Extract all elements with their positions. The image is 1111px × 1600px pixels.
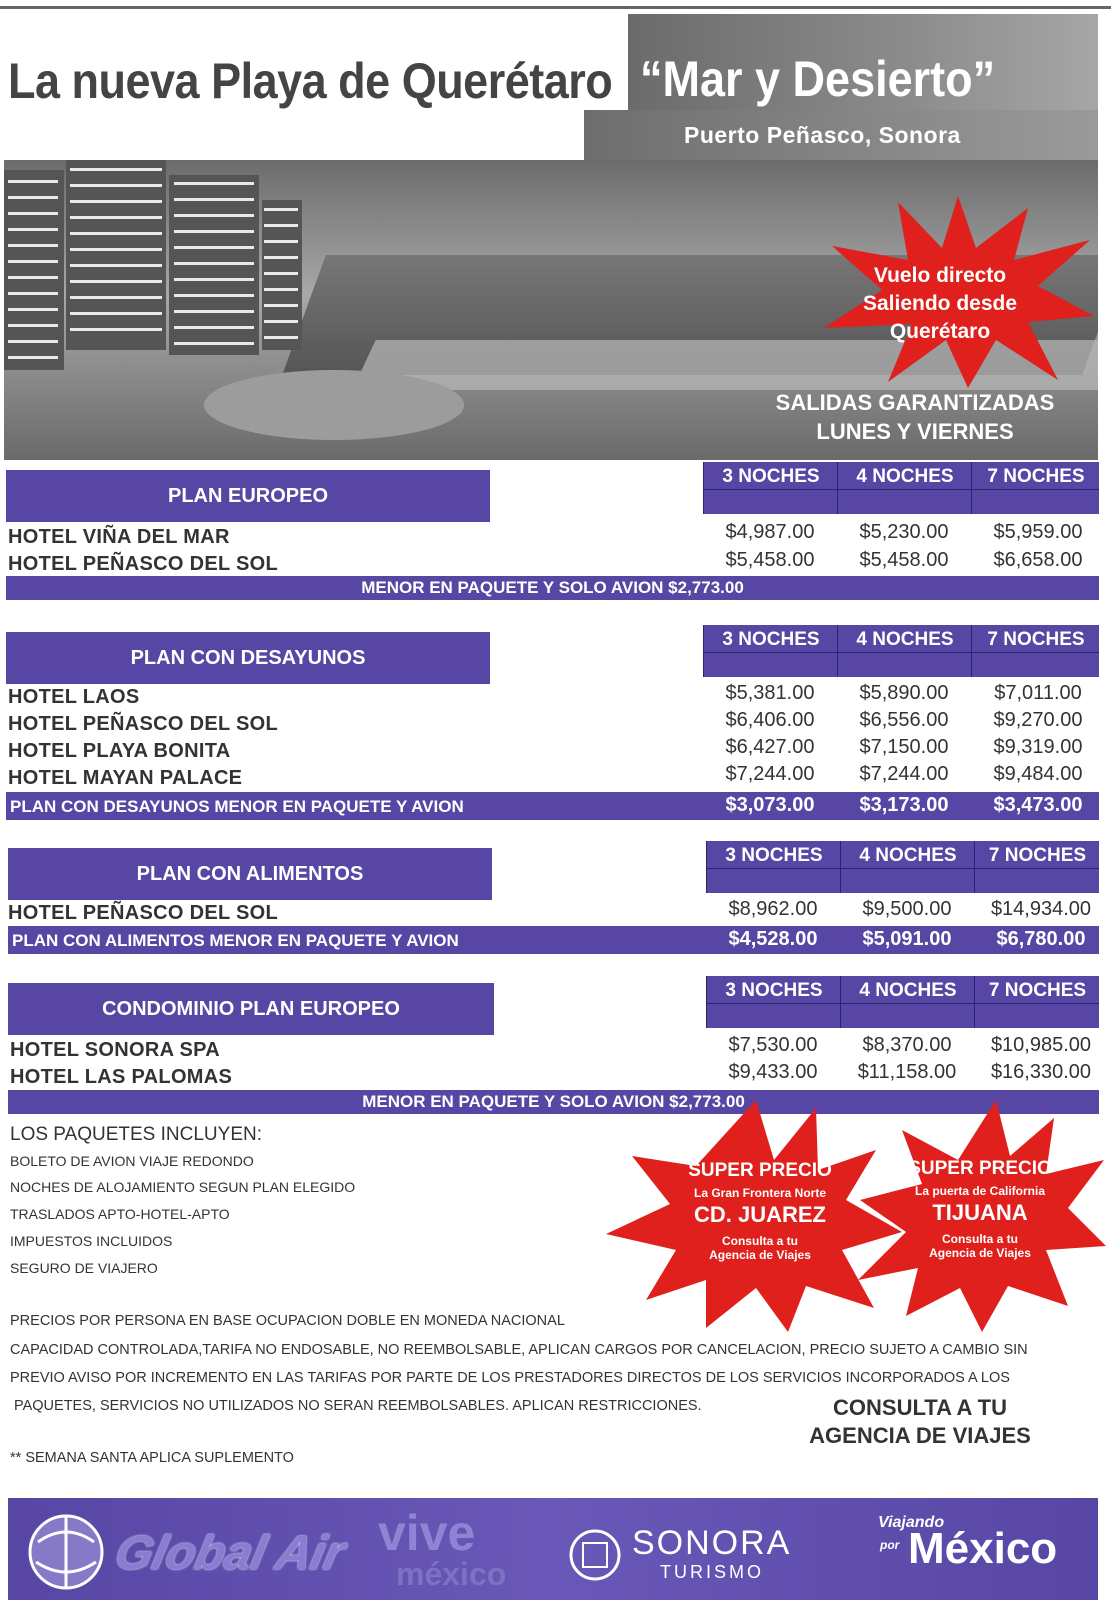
hotel-name: HOTEL VIÑA DEL MAR (8, 526, 230, 548)
col-7-nights: 7 NOCHES (971, 462, 1100, 514)
include-item: NOCHES DE ALOJAMIENTO SEGUN PLAN ELEGIDO (10, 1179, 356, 1195)
price: $9,484.00 (993, 763, 1083, 785)
promo-label: SUPER PRECIO (908, 1158, 1052, 1179)
salidas-line: SALIDAS GARANTIZADAS (775, 390, 1055, 415)
promo-tagline: La puerta de California (914, 1184, 1046, 1198)
price: $6,556.00 (859, 709, 949, 731)
promo-city: CD. JUAREZ (693, 1202, 826, 1227)
viajando-mexico-logo: México (908, 1524, 1058, 1573)
col-3-nights: 3 NOCHES (703, 462, 838, 514)
include-item: SEGURO DE VIAJERO (10, 1260, 158, 1276)
price: $5,381.00 (725, 682, 815, 704)
plan-header: PLAN CON DESAYUNOS (6, 632, 490, 684)
hotel-name: HOTEL LAOS (8, 686, 140, 708)
col-4-nights: 4 NOCHES (837, 625, 972, 677)
col-4-nights: 4 NOCHES (840, 976, 975, 1028)
plan-header: PLAN EUROPEO (6, 470, 490, 522)
building-lights (174, 182, 254, 347)
promo-cta: Agencia de Viajes (929, 1246, 1031, 1260)
band-price: $4,528.00 (728, 928, 818, 950)
building-lights (264, 208, 298, 343)
consulta-line: AGENCIA DE VIAJES (809, 1423, 1031, 1448)
hotel-name: HOTEL LAS PALOMAS (10, 1066, 233, 1088)
promo-city: TIJUANA (932, 1200, 1028, 1225)
price: $6,427.00 (725, 736, 815, 758)
fine-print-line: PAQUETES, SERVICIOS NO UTILIZADOS NO SERAN REEMBOLSABLES. APLICAN RESTRICCIONES. (14, 1398, 702, 1414)
price: $9,500.00 (862, 898, 952, 920)
hotel-name: HOTEL SONORA SPA (10, 1039, 221, 1061)
price: $7,244.00 (725, 763, 815, 785)
price: $8,370.00 (862, 1034, 952, 1056)
price: $5,458.00 (859, 549, 949, 571)
direct-flight-text (820, 262, 1060, 346)
price: $5,458.00 (725, 549, 815, 571)
price: $11,158.00 (857, 1061, 957, 1083)
por-logo: por (880, 1538, 900, 1552)
headline: La nueva Playa de Querétaro (8, 52, 613, 110)
sponsor-footer (8, 1498, 1098, 1600)
sonora-seal-icon (568, 1528, 622, 1582)
fine-print-line: PRECIOS POR PERSONA EN BASE OCUPACION DOBLE EN MONEDA NACIONAL (10, 1313, 565, 1329)
band-price: $3,173.00 (859, 794, 949, 816)
hotel-name: HOTEL PLAYA BONITA (8, 740, 231, 762)
nights-header (703, 462, 1099, 514)
price: $5,959.00 (993, 521, 1083, 543)
hotel-name: HOTEL PEÑASCO DEL SOL (8, 553, 279, 575)
nights-header (706, 841, 1099, 893)
destination-subtitle: Puerto Peñasco, Sonora (684, 122, 961, 148)
col-4-nights: 4 NOCHES (840, 841, 975, 893)
destination-title: “Mar y Desierto” (640, 50, 996, 108)
include-item: IMPUESTOS INCLUIDOS (10, 1233, 173, 1249)
promo-cta: Consulta a tu (941, 1232, 1018, 1246)
price: $7,530.00 (728, 1034, 818, 1056)
plan-header: CONDOMINIO PLAN EUROPEO (8, 983, 494, 1035)
vive-logo: vive (378, 1505, 476, 1561)
price: $16,330.00 (990, 1061, 1092, 1083)
departures-text (730, 388, 1100, 446)
consulta-line: CONSULTA A TU (833, 1395, 1007, 1420)
price: $5,890.00 (859, 682, 949, 704)
col-3-nights: 3 NOCHES (706, 841, 841, 893)
fine-print-line: PREVIO AVISO POR INCREMENTO EN LAS TARIFAS POR PARTE DE LOS PRESTADORES DIRECTOS DE LOS SERVICIOS INCORPORADOS A LOS (10, 1370, 1010, 1386)
price: $10,985.00 (990, 1034, 1092, 1056)
price: $9,433.00 (728, 1061, 818, 1083)
col-3-nights: 3 NOCHES (706, 976, 841, 1028)
price: $6,658.00 (993, 549, 1083, 571)
promo-tijuana (880, 1158, 1080, 1260)
promo-tagline: La Gran Frontera Norte (693, 1186, 827, 1200)
includes-title: LOS PAQUETES INCLUYEN: (10, 1124, 262, 1145)
salidas-line: LUNES Y VIERNES (816, 419, 1014, 444)
vive-mexico-logo: méxico (396, 1556, 507, 1592)
sonora-logo: SONORA (632, 1524, 792, 1562)
fine-print-line: ** SEMANA SANTA APLICA SUPLEMENTO (10, 1450, 294, 1466)
col-7-nights: 7 NOCHES (974, 841, 1100, 893)
promo-label: SUPER PRECIO (688, 1160, 832, 1181)
price: $9,270.00 (993, 709, 1083, 731)
band-price: $3,073.00 (725, 794, 815, 816)
price: $14,934.00 (990, 898, 1092, 920)
col-7-nights: 7 NOCHES (974, 976, 1100, 1028)
burst-line: Vuelo directo (873, 264, 1007, 287)
promo-cta: Consulta a tu (721, 1234, 798, 1248)
package-band: MENOR EN PAQUETE Y SOLO AVION $2,773.00 (6, 576, 1099, 600)
burst-line: Querétaro (889, 320, 991, 343)
pool-shape (204, 370, 464, 440)
col-3-nights: 3 NOCHES (703, 625, 838, 677)
top-rule (0, 6, 1111, 9)
price: $7,244.00 (859, 763, 949, 785)
col-4-nights: 4 NOCHES (837, 462, 972, 514)
price: $4,987.00 (725, 521, 815, 543)
burst-line: Saliendo desde (862, 292, 1018, 315)
global-air-logo: Global Air (110, 1527, 350, 1580)
package-band (6, 792, 1099, 820)
price: $6,406.00 (725, 709, 815, 731)
price: $5,230.00 (859, 521, 949, 543)
nights-header (706, 976, 1099, 1028)
promo-juarez (660, 1160, 860, 1262)
col-7-nights: 7 NOCHES (971, 625, 1100, 677)
global-air-globe-icon (18, 1512, 114, 1592)
plan-header: PLAN CON ALIMENTOS (8, 848, 492, 900)
building-lights (8, 180, 58, 360)
price: $9,319.00 (993, 736, 1083, 758)
hotel-name: HOTEL PEÑASCO DEL SOL (8, 902, 279, 924)
band-price: $5,091.00 (862, 928, 952, 950)
viajando-logo: Viajando (878, 1514, 945, 1531)
band-price: $6,780.00 (996, 928, 1086, 950)
include-item: TRASLADOS APTO-HOTEL-APTO (10, 1206, 230, 1222)
price: $7,011.00 (994, 682, 1082, 704)
promo-cta: Agencia de Viajes (709, 1248, 811, 1262)
hotel-name: HOTEL MAYAN PALACE (8, 767, 243, 789)
nights-header (703, 625, 1099, 677)
package-band: MENOR EN PAQUETE Y SOLO AVION $2,773.00 (8, 1090, 1099, 1114)
price: $7,150.00 (859, 736, 949, 758)
band-label: PLAN CON ALIMENTOS MENOR EN PAQUETE Y AVION (12, 931, 459, 950)
hotel-name: HOTEL PEÑASCO DEL SOL (8, 713, 279, 735)
band-label: PLAN CON DESAYUNOS MENOR EN PAQUETE Y AVION (10, 797, 464, 816)
price: $8,962.00 (728, 898, 818, 920)
turismo-logo: TURISMO (660, 1562, 764, 1582)
fine-print-line: CAPACIDAD CONTROLADA,TARIFA NO ENDOSABLE, NO REEMBOLSABLE, APLICAN CARGOS POR CANCELACION, PRECIO SUJETO A CAMBIO SIN (10, 1342, 1028, 1358)
band-price: $3,473.00 (993, 794, 1083, 816)
include-item: BOLETO DE AVION VIAJE REDONDO (10, 1153, 254, 1169)
building-lights (70, 168, 162, 343)
package-band (8, 926, 1099, 954)
consult-agency (780, 1394, 1060, 1450)
